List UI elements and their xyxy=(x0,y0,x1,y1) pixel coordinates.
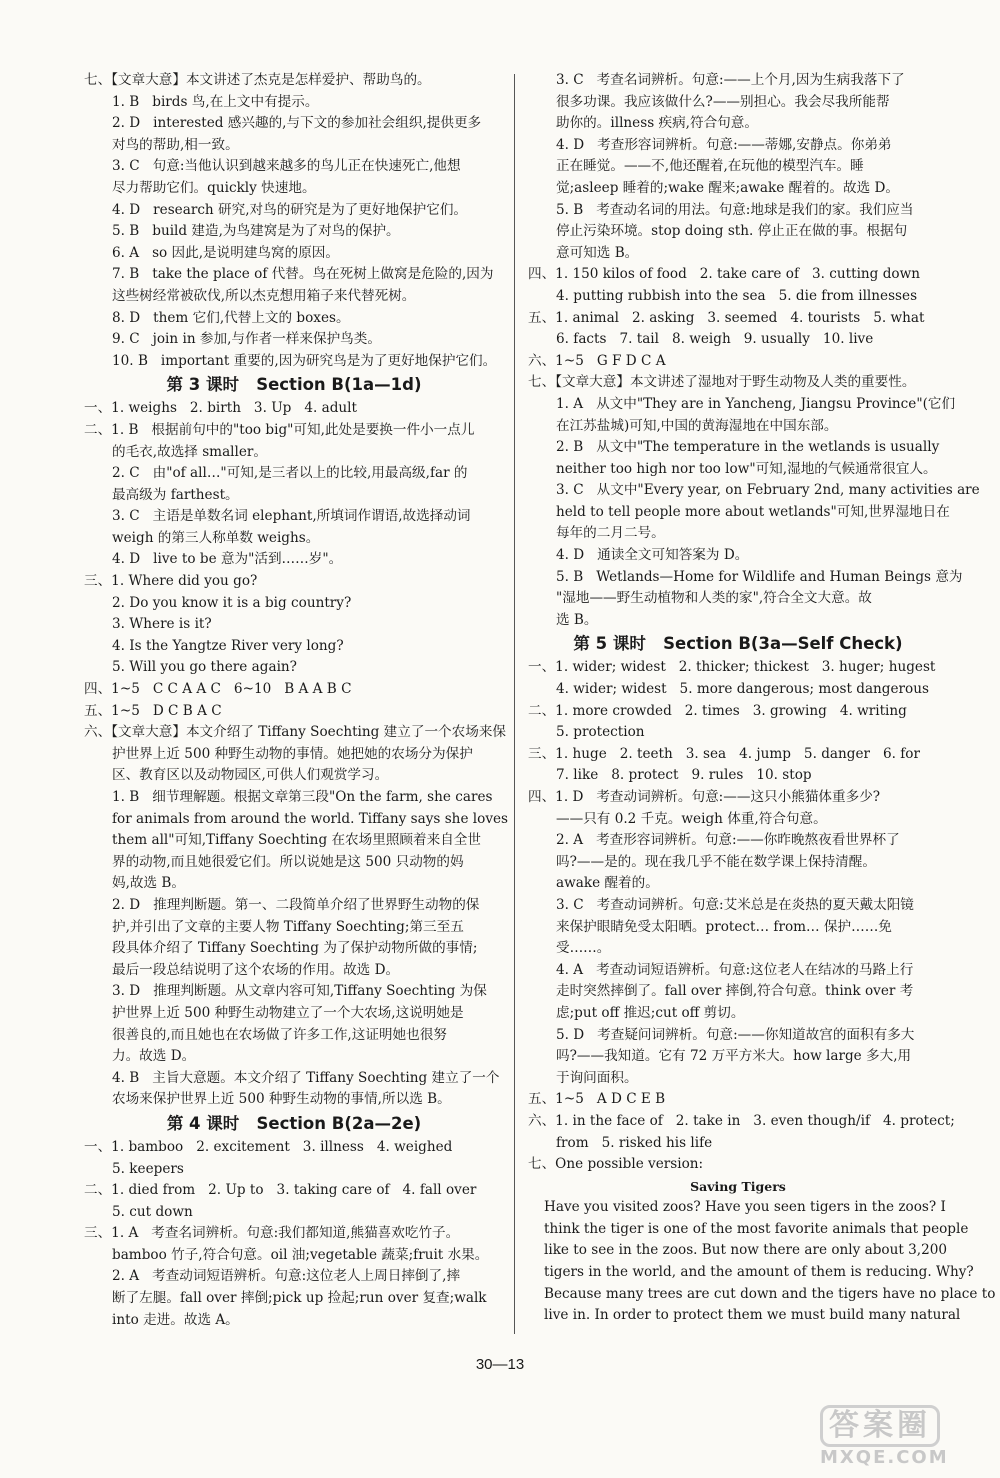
answer-line: 一、1. bamboo 2. excitement 3. illness 4. weighed xyxy=(84,1138,453,1155)
answer-line: 2. A 考查动词短语辨析。句意:这位老人上周日摔倒了,摔 xyxy=(112,1268,461,1285)
answer-line: 二、1. more crowded 2. times 3. growing 4. writing xyxy=(528,702,907,719)
answer-line: 2. Do you know it is a big country? xyxy=(112,594,352,611)
answer-line: 受……。 xyxy=(556,940,611,957)
answer-line: 1. A 从文中"They are in Yancheng, Jiangsu Province"(它们 xyxy=(556,395,956,412)
answer-line: 很善良的,而且她也在农场做了许多工作,这证明她也很努 xyxy=(112,1026,447,1043)
answer-line: 六、【文章大意】本文介绍了 Tiffany Soechting 建立了一个农场来保 xyxy=(84,724,507,741)
watermark-url: MXQE.COM xyxy=(820,1447,949,1468)
answer-line: 5. cut down xyxy=(112,1203,193,1220)
answer-line: 来保护眼睛免受太阳晒。protect… from… 保护……免 xyxy=(556,918,892,935)
answer-line: 区、教育区以及动物园区,可供人们观赏学习。 xyxy=(112,767,389,784)
answer-line: 觉;asleep 睡着的;wake 醒来;awake 醒着的。故选 D。 xyxy=(556,179,900,196)
answer-line: 在江苏盐城)可知,中国的黄海湿地在中国东部。 xyxy=(556,417,838,434)
answer-line: into 走进。故选 A。 xyxy=(112,1311,239,1328)
answer-line: 意可知选 B。 xyxy=(556,244,639,261)
answer-line: 10. B important 重要的,因为研究鸟是为了更好地保护它们。 xyxy=(112,352,497,369)
answer-line: 正在睡觉。——不,他还醒着,在玩他的模型汽车。睡 xyxy=(556,158,864,175)
answer-line: 对鸟的帮助,相一致。 xyxy=(112,136,239,153)
answer-line: 护世界上近 500 种野生动物的事情。她把她的农场分为保护 xyxy=(112,745,473,762)
answer-line: 二、1. B 根据前句中的"too big"可知,此处是要换一件小一点儿 xyxy=(84,421,475,438)
right-column xyxy=(528,70,996,1327)
answer-line: 3. D 推理判断题。从文章内容可知,Tiffany Soechting 为保 xyxy=(112,983,487,1000)
answer-line: 妈,故选 B。 xyxy=(112,875,186,892)
answer-line: weigh 的第三人称单数 weighs。 xyxy=(112,529,320,546)
answer-line: from 5. risked his life xyxy=(556,1134,713,1151)
answer-line: 3. C 考查名词辨析。句意:——上个月,因为生病我落下了 xyxy=(556,72,905,88)
answer-line: 断了左腿。fall over 摔倒;pick up 捡起;run over 复查;walk xyxy=(112,1290,487,1307)
answer-line: 一、1. wider; widest 2. thicker; thickest 3. huger; hugest xyxy=(528,659,936,676)
answer-line: 2. D 推理判断题。第一、二段简单介绍了世界野生动物的保 xyxy=(112,896,480,913)
answer-line: 4. D research 研究,对鸟的研究是为了更好地保护它们。 xyxy=(112,201,468,218)
answer-line: 3. C 考查动词辨析。句意:艾米总是在炎热的夏天戴太阳镜 xyxy=(556,896,914,913)
answer-line: 二、1. died from 2. Up to 3. taking care of 4. fall over xyxy=(84,1182,477,1199)
answer-line: 4. B 主旨大意题。本文介绍了 Tiffany Soechting 建立了一个 xyxy=(112,1069,500,1086)
answer-line: 7. like 8. protect 9. rules 10. stop xyxy=(556,767,812,784)
section-heading: 第 5 课时 Section B(3a—Self Check) xyxy=(573,634,903,654)
answer-line: 三、1. A 考查名词辨析。句意:我们都知道,熊猫喜欢吃竹子。 xyxy=(84,1225,460,1242)
answer-line: Because many trees are cut down and the tigers have no place to xyxy=(544,1285,996,1302)
answer-line: 5. D 考查疑问词辨析。句意:——你知道故宫的面积有多大 xyxy=(556,1026,915,1043)
answer-line: 7. B take the place of 代替。鸟在死树上做窝是危险的,因为 xyxy=(112,266,494,283)
answer-line: 5. Will you go there again? xyxy=(112,659,297,676)
answer-line: 5. protection xyxy=(556,724,645,741)
page-number: 30—13 xyxy=(475,1356,525,1373)
answer-line: 力。故选 D。 xyxy=(112,1048,196,1065)
answer-line: 七、One possible version: xyxy=(528,1156,704,1173)
answer-line: 助你的。illness 疾病,符合句意。 xyxy=(556,115,758,132)
answer-line: 4. wider; widest 5. more dangerous; most dangerous xyxy=(556,681,929,698)
answer-line: 6. A so 因此,是说明建鸟窝的原因。 xyxy=(112,244,339,261)
answer-line: 吗?——是的。现在我几乎不能在数学课上保持清醒。 xyxy=(556,853,876,870)
answer-line: 三、1. huge 2. teeth 3. sea 4. jump 5. danger 6. for xyxy=(528,745,920,762)
answer-line: 停止污染环境。stop doing sth. 停止正在做的事。根据句 xyxy=(556,223,908,240)
answer-line: 5. B 考查动名词的用法。句意:地球是我们的家。我们应当 xyxy=(556,201,914,218)
answer-line: them all"可知,Tiffany Soechting 在农场里照顾着来自全世 xyxy=(112,832,481,849)
answer-line: 虑;put off 推迟;cut off 剪切。 xyxy=(556,1004,745,1021)
answer-line: 8. D them 它们,代替上文的 boxes。 xyxy=(112,309,350,326)
answer-line: 走时突然摔倒了。fall over 摔倒,符合句意。think over 考 xyxy=(556,983,914,1000)
answer-line: 2. B 从文中"The temperature in the wetlands is usually xyxy=(556,439,940,456)
answer-line: 3. C 主语是单数名词 elephant,所填词作谓语,故选择动词 xyxy=(112,508,471,525)
answer-line: 吗?——我知道。它有 72 万平方米大。how large 多大,用 xyxy=(556,1048,912,1065)
answer-line: 六、1. in the face of 2. take in 3. even though/if 4. protect; xyxy=(528,1112,955,1129)
answer-line: 三、1. Where did you go? xyxy=(84,573,258,590)
answer-line: 4. putting rubbish into the sea 5. die from illnesses xyxy=(556,287,918,304)
answer-line: awake 醒着的。 xyxy=(556,875,659,892)
answer-line: bamboo 竹子,符合句意。oil 油;vegetable 蔬菜;fruit 水果。 xyxy=(112,1246,489,1263)
answer-line: 5. B build 建造,为鸟建窝是为了对鸟的保护。 xyxy=(112,223,400,240)
answer-line: 段具体介绍了 Tiffany Soechting 为了保护动物所做的事情; xyxy=(112,940,478,957)
answer-line: 每年的二月二号。 xyxy=(556,525,665,542)
answer-line: 七、【文章大意】本文讲述了杰克是怎样爱护、帮助鸟的。 xyxy=(84,72,431,88)
answer-line: held to tell people more about wetlands"可知,世界湿地日在 xyxy=(556,503,950,520)
answer-line: like to see in the zoos. But now there are only about 3,200 xyxy=(544,1242,948,1259)
answer-line: 七、【文章大意】本文讲述了湿地对于野生动物及人类的重要性。 xyxy=(528,374,916,391)
answer-line: 5. B Wetlands—Home for Wildlife and Human Beings 意为 xyxy=(556,568,963,585)
answer-line: 4. Is the Yangtze River very long? xyxy=(112,637,344,654)
answer-line: for animals from around the world. Tiffany says she loves xyxy=(112,810,509,827)
answer-line: live in. In order to protect them we must build many natural xyxy=(544,1307,961,1324)
answer-line: 农场来保护世界上近 500 种野生动物的事情,所以选 B。 xyxy=(112,1091,451,1108)
answer-line: 五、1. animal 2. asking 3. seemed 4. tourists 5. what xyxy=(528,309,925,326)
answer-line: 1. B 细节理解题。根据文章第三段"On the farm, she cares xyxy=(112,789,493,805)
answer-line: think the tiger is one of the most favorite animals that people xyxy=(544,1220,969,1237)
answer-line: 2. C 由"of all…"可知,是三者以上的比较,用最高级,far 的 xyxy=(112,465,468,482)
answer-line: 六、1~5 G F D C A xyxy=(528,352,666,369)
answer-line: 五、1~5 D C B A C xyxy=(84,702,222,719)
answer-line: 四、1. D 考查动词辨析。句意:——这只小熊猫体重多少? xyxy=(528,789,881,805)
answer-line: Saving Tigers xyxy=(690,1178,786,1194)
watermark-logo-text: 答案圈 xyxy=(820,1405,940,1447)
answer-line: 1. B birds 鸟,在上文中有提示。 xyxy=(112,93,319,110)
left-column xyxy=(84,70,509,1331)
answer-line: 2. D interested 感兴趣的,与下文的参加社会组织,提供更多 xyxy=(112,115,482,132)
section-heading: 第 4 课时 Section B(2a—2e) xyxy=(166,1113,422,1133)
answer-line: 护,并引出了文章的主要人物 Tiffany Soechting;第三至五 xyxy=(112,918,464,935)
answer-line: 3. C 句意:当他认识到越来越多的鸟儿正在快速死亡,他想 xyxy=(112,158,461,175)
answer-line: 于询问面积。 xyxy=(556,1069,638,1086)
answer-line: neither too high nor too low"可知,湿地的气候通常很宜人。 xyxy=(556,460,937,477)
answer-line: 3. C 从文中"Every year, on February 2nd, many activities are xyxy=(556,482,980,499)
answer-line: 5. keepers xyxy=(112,1160,184,1177)
answer-line: 一、1. weighs 2. birth 3. Up 4. adult xyxy=(84,400,357,417)
answer-line: 4. D 考查形容词辨析。句意:——蒂娜,安静点。你弟弟 xyxy=(556,136,892,153)
answer-line: 这些树经常被砍伐,所以杰克想用箱子来代替死树。 xyxy=(112,287,416,304)
answer-line: Have you visited zoos? Have you seen tigers in the zoos? I xyxy=(544,1199,946,1216)
answer-line: 四、1. 150 kilos of food 2. take care of 3. cutting down xyxy=(528,266,920,283)
answer-line: 五、1~5 A D C E B xyxy=(528,1091,666,1108)
answer-line: ——只有 0.2 千克。weigh 体重,符合句意。 xyxy=(556,810,827,827)
answer-line: "湿地——野生动植物和人类的家",符合全文大意。故 xyxy=(556,590,872,607)
answer-line: 的毛衣,故选择 smaller。 xyxy=(112,443,268,460)
answer-line: 最高级为 farthest。 xyxy=(112,486,239,503)
answer-line: 4. D live to be 意为"活到……岁"。 xyxy=(112,551,343,568)
answer-line: 3. Where is it? xyxy=(112,616,212,633)
answer-line: 2. A 考查形容词辨析。句意:——你昨晚熬夜看世界杯了 xyxy=(556,832,900,849)
answer-line: 四、1~5 C C A A C 6~10 B A A B C xyxy=(84,681,352,698)
section-heading: 第 3 课时 Section B(1a—1d) xyxy=(166,375,422,395)
answer-line: 很多功课。我应该做什么?——别担心。我会尽我所能帮 xyxy=(556,93,890,110)
answer-line: 选 B。 xyxy=(556,611,598,628)
answer-line: 最后一段总结说明了这个农场的作用。故选 D。 xyxy=(112,961,400,978)
answer-line: 护世界上近 500 种野生动物建立了一个大农场,这说明她是 xyxy=(112,1004,464,1021)
answer-line: 4. A 考查动词短语辨析。句意:这位老人在结冰的马路上行 xyxy=(556,961,914,978)
answer-line: 尽力帮助它们。quickly 快速地。 xyxy=(112,179,316,196)
answer-line: 界的动物,而且她很爱它们。所以说她是这 500 只动物的妈 xyxy=(112,853,464,870)
answer-line: 6. facts 7. tail 8. weigh 9. usually 10. live xyxy=(556,331,874,348)
column-divider xyxy=(514,74,515,1334)
answer-line: 9. C join in 参加,与作者一样来保护鸟类。 xyxy=(112,331,381,348)
answer-line: 4. D 通读全文可知答案为 D。 xyxy=(556,547,749,564)
answer-line: tigers in the world, and the amount of them is reducing. Why? xyxy=(544,1264,974,1281)
watermark-logo xyxy=(820,1405,990,1471)
